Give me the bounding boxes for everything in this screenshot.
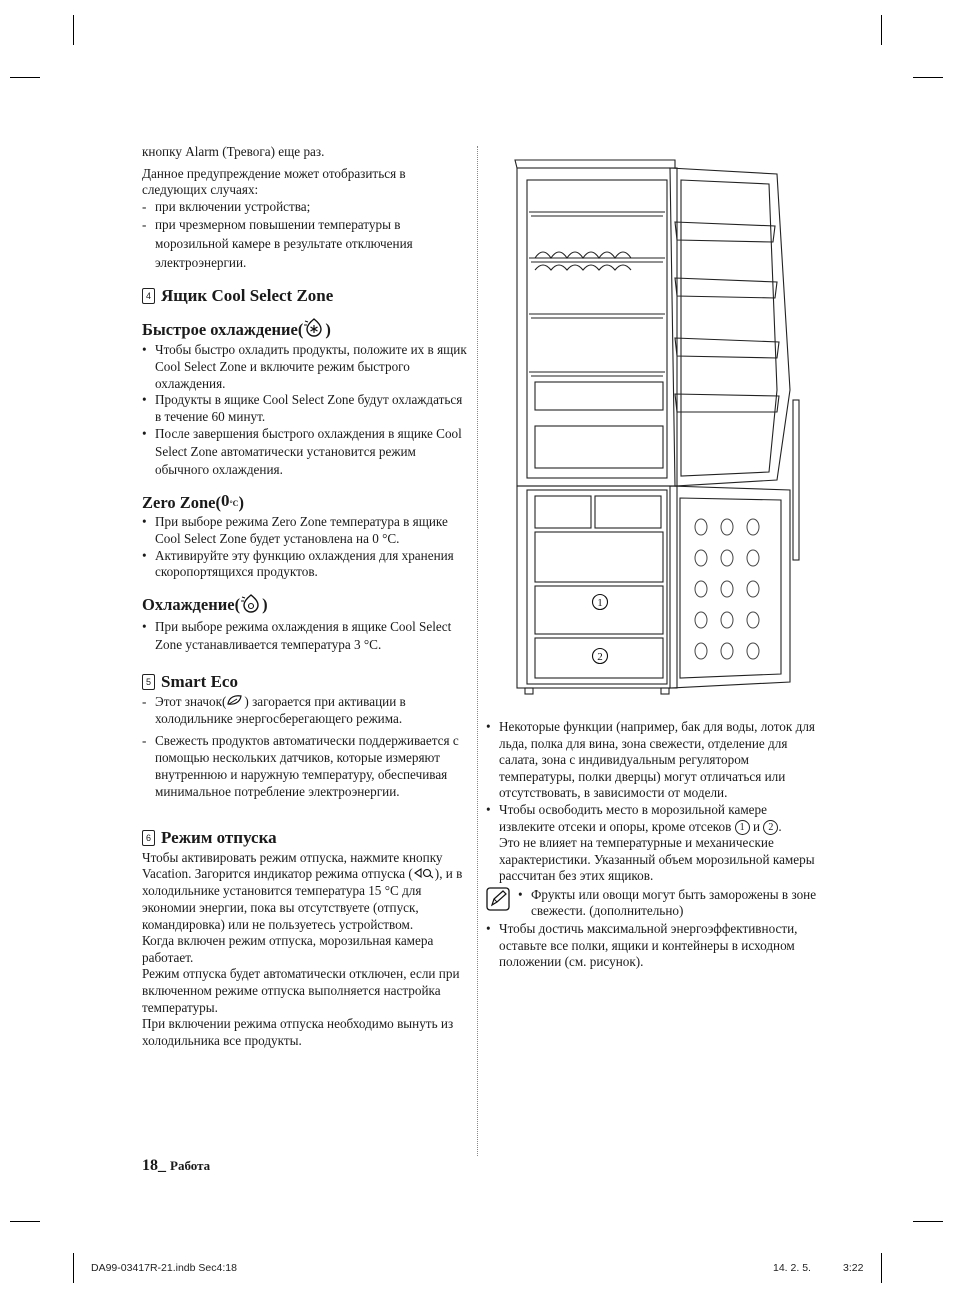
callout-2 xyxy=(593,649,608,664)
note-item: • Фрукты или овощи могут быть заморожены в зоне свежести. (дополнительно) xyxy=(518,887,818,919)
quick-item: • После завершения быстрого охлаждения в ящике Cool Select Zone автоматически установится режим обычного охлаждения. xyxy=(142,425,468,479)
heading-suffix: ) xyxy=(238,492,244,512)
quick-item: • Чтобы быстро охладить продукты, положите их в ящик Cool Select Zone и включите режим быстрого охлаждения. xyxy=(142,342,468,392)
left-column xyxy=(142,144,468,1049)
page-number: 18_ xyxy=(142,1157,166,1174)
zero-item: • При выборе режима Zero Zone температура в ящике Cool Select Zone будет установлена на 0 °C. xyxy=(142,514,468,547)
section-title: Режим отпуска xyxy=(161,827,277,847)
callout-1 xyxy=(593,595,608,610)
text-part: Этот значок( xyxy=(155,693,227,709)
crop-mark xyxy=(881,15,882,45)
heading-suffix: ) xyxy=(262,595,268,615)
text-part: ), и в холодильнике установится температура 15 °C для экономии энергии, пока вы отсутствуете (отпуск, командировка) или не пользуетесь устройством. xyxy=(142,866,463,932)
text-part: Чтобы освободить место в морозильной камере извлеките отсеки и опоры, кроме отсеков xyxy=(499,801,767,834)
note-block xyxy=(486,887,818,919)
section-title: Ящик Cool Select Zone xyxy=(161,286,334,306)
heading-suffix: ) xyxy=(325,319,331,339)
crop-mark xyxy=(913,77,943,78)
drop-chill-icon xyxy=(240,593,262,618)
right-item: • Чтобы достичь максимальной энергоэффективности, оставьте все полки, ящики и контейнеры в исходном положении (см. рисунок). xyxy=(486,921,818,971)
right-item: • Чтобы освободить место в морозильной камере извлеките отсеки и опоры, кроме отсеков 1 и 2 . Это не влияет на температурные и механические характеристики. Указанный объем морозильной камеры рассчитан без этих ящиков. xyxy=(486,802,818,885)
fridge-illustration xyxy=(505,150,810,710)
vacation-paragraph: Режим отпуска будет автоматически отключен, если при включенном режиме отпуска выполняется настройка температуры. xyxy=(142,966,460,1015)
print-slug-file: DA99-03417R-21.indb Sec4:18 xyxy=(91,1262,237,1274)
page-footer xyxy=(142,1157,210,1175)
text-part: Это не влияет на температурные и механические характеристики. Указанный объем морозильной камеры рассчитан без этих ящиков. xyxy=(499,835,815,884)
compartment-1-badge: 1 xyxy=(735,820,750,835)
text-part: Чтобы активировать режим отпуска, нажмите кнопку Vacation. Загорится индикатор режима отпуска ( xyxy=(142,849,443,882)
section-5-heading xyxy=(142,672,468,692)
crop-mark xyxy=(10,1221,40,1222)
zero-item: • Активируйте эту функцию охлаждения для хранения скоропортящихся продуктов. xyxy=(142,548,468,581)
compartment-2-badge: 2 xyxy=(763,820,778,835)
quick-cool-heading xyxy=(142,317,468,342)
print-slug-time: 3:22 xyxy=(843,1262,864,1274)
section-4-heading xyxy=(142,286,468,306)
section-6-heading xyxy=(142,828,468,848)
warning-item: - при включении устройства; xyxy=(142,199,468,216)
crop-mark xyxy=(73,15,74,45)
intro-line: кнопку Alarm (Тревога) еще раз. xyxy=(142,144,325,159)
right-column xyxy=(486,719,818,971)
column-divider xyxy=(477,146,478,1156)
footer-section: Работа xyxy=(170,1158,211,1173)
crop-mark xyxy=(73,1253,74,1283)
callout-number: 2 xyxy=(597,651,603,663)
text-part: ) загорается при активации в холодильнике энергосберегающего режима. xyxy=(155,693,406,726)
zero-degree-icon xyxy=(221,491,238,514)
chill-heading xyxy=(142,593,468,618)
heading-prefix: Zero Zone( xyxy=(142,492,221,512)
crop-mark xyxy=(10,77,40,78)
quick-item: • Продукты в ящике Cool Select Zone будут охлаждаться в течение 60 минут. xyxy=(142,392,468,425)
section-number-badge: 4 xyxy=(142,288,155,304)
section-number-badge: 5 xyxy=(142,674,155,690)
right-item: • Некоторые функции (например, бак для воды, лоток для льда, полка для вина, зона свежести, отделение для салата, зона с индивидуальным регулятором температуры, полки дверцы) могут отличаться или отсутствовать, в зависимости от модели. xyxy=(486,719,818,802)
zero-unit: °C xyxy=(229,499,239,509)
heading-prefix: Охлаждение( xyxy=(142,595,241,615)
note-pencil-icon xyxy=(486,887,512,916)
warning-item: - при чрезмерном повышении температуры в морозильной камере в результате отключения электроэнергии. xyxy=(142,215,468,272)
crop-mark xyxy=(913,1221,943,1222)
leaf-eco-icon xyxy=(226,694,244,711)
callout-number: 1 xyxy=(597,597,603,609)
section-number-badge: 6 xyxy=(142,830,155,846)
vacation-paragraph: При включении режима отпуска необходимо вынуть из холодильника все продукты. xyxy=(142,1016,454,1048)
section-title: Smart Eco xyxy=(161,671,238,691)
snowflake-cooling-icon xyxy=(303,317,325,342)
smart-eco-item: - Свежесть продуктов автоматически поддерживается с помощью нескольких датчиков, которые измеряют внутреннюю и наружную температуру, обеспечивая минимальное потребление электроэнергии. xyxy=(142,732,468,800)
warning-intro: Данное предупреждение может отобразиться в следующих случаях: xyxy=(142,165,406,198)
text-part: и xyxy=(752,818,761,834)
smart-eco-item xyxy=(142,694,468,728)
zero-digit: 0 xyxy=(220,491,230,511)
suitcase-vacation-icon xyxy=(413,867,435,884)
chill-item: • При выборе режима охлаждения в ящике Cool Select Zone устанавливается температура 3 °C. xyxy=(142,618,468,654)
print-slug-date: 14. 2. 5. xyxy=(773,1262,811,1274)
heading-prefix: Быстрое охлаждение( xyxy=(142,319,304,339)
zero-zone-heading xyxy=(142,491,468,514)
vacation-paragraph xyxy=(142,850,468,934)
crop-mark xyxy=(881,1253,882,1283)
vacation-paragraph: Когда включен режим отпуска, морозильная камера работает. xyxy=(142,933,434,965)
